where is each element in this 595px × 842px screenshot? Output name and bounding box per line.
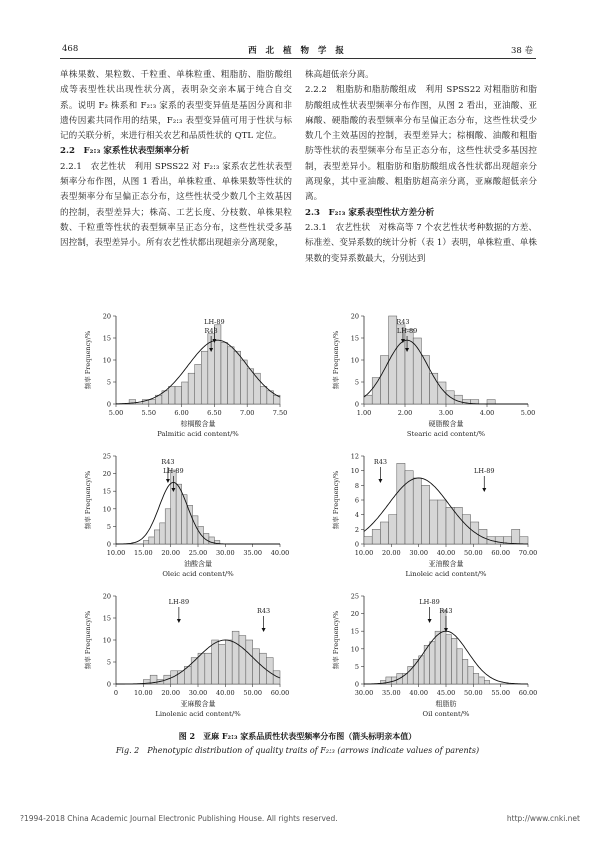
y-axis-title: 频率 Frequency/% xyxy=(332,470,340,530)
x-tick-label: 45.00 xyxy=(436,689,456,697)
parent-label: LH-89 xyxy=(474,467,495,475)
y-axis-title: 频率 Frequency/% xyxy=(332,330,340,390)
left-column xyxy=(60,68,292,252)
y-tick-label: 5 xyxy=(354,378,359,387)
histogram-bar xyxy=(397,463,405,544)
y-tick-label: 20 xyxy=(102,312,111,321)
y-tick-label: 20 xyxy=(102,470,111,479)
y-tick-label: 10 xyxy=(350,467,359,476)
y-tick-label: 15 xyxy=(102,334,111,343)
body-paragraph: 2.3.1 农艺性状 对株高等 7 个农艺性状考种数据的方差、标准差、变异系数的统计分析（表 1）表明，单株粒重、单株果数的变异系数最大，分别达到 xyxy=(305,222,537,264)
histogram-bar xyxy=(225,640,232,684)
parent-label: R43 xyxy=(439,607,453,615)
histogram-bar xyxy=(221,342,228,404)
histogram-bar xyxy=(165,509,170,544)
histogram-bar xyxy=(187,505,192,544)
y-tick-label: 10 xyxy=(350,356,359,365)
histogram-bar xyxy=(188,373,195,404)
histogram-bar xyxy=(168,386,175,404)
y-tick-label: 15 xyxy=(102,487,111,496)
histogram-bar xyxy=(260,386,267,404)
volume-label: 38 卷 xyxy=(510,46,533,56)
right-column xyxy=(305,68,537,267)
y-axis-title: 频率 Frequency/% xyxy=(84,330,92,390)
y-tick-label: 15 xyxy=(102,614,111,623)
x-tick-label: 30.00 xyxy=(216,549,235,557)
histogram-bar xyxy=(446,635,451,684)
histogram-bar xyxy=(487,400,495,404)
histogram-bar xyxy=(419,656,424,684)
x-tick-label: 1.00 xyxy=(356,409,372,417)
x-tick-label: 10.00 xyxy=(106,549,126,557)
x-axis-title-zh: 棕榈酸含量 xyxy=(180,420,216,428)
histogram-panel xyxy=(60,588,290,718)
x-axis-title-zh: 亚麻酸含量 xyxy=(180,700,216,708)
histogram-bar xyxy=(397,325,405,404)
x-tick-label: 30.00 xyxy=(409,549,428,557)
y-tick-label: 20 xyxy=(102,592,111,601)
histogram-bar xyxy=(438,500,446,544)
histogram-bar xyxy=(178,671,185,684)
x-tick-label: 60.00 xyxy=(270,689,290,697)
section-heading: 2.2 F₂:₃ 家系性状表型频率分析 xyxy=(60,146,190,157)
parent-label: LH-89 xyxy=(396,327,418,335)
y-tick-label: 10 xyxy=(102,505,111,514)
x-tick-label: 50.00 xyxy=(243,689,262,697)
histogram-bar xyxy=(175,386,182,404)
y-tick-label: 0 xyxy=(106,680,111,689)
body-paragraph: 单株果数、果粒数、千粒重、单株粒重、粗脂肪、脂肪酸组成等表型性状出现性状分离，表明杂交亲本属于纯合自交系。说明 F₂ 株系和 F₂:₃ 家系的表型变异值是基因分离和非遗传因素共同作用的结果，F₂:₃ 表型变异值可用于性状与标记的关联分析，来进行相关农艺和品质性状的 QTL 定位。 xyxy=(60,70,292,142)
histogram-bar xyxy=(212,640,219,684)
y-tick-label: 25 xyxy=(350,592,359,601)
histogram-bar xyxy=(372,378,380,404)
histogram-bar xyxy=(468,666,473,684)
x-tick-label: 40.00 xyxy=(436,549,456,557)
y-tick-label: 12 xyxy=(350,452,359,461)
body-paragraph: 2.2.1 农艺性状 利用 SPSS22 对 F₂:₃ 家系农艺性状表型频率分布作图，从图 1 看出，单株粒重、单株果数等性状的表型频率分布呈偏正态分布，这些性状受少数几个主效基因的控制，表型差异大；株高、工艺长度、分枝数、单株果粒数、千粒重等性状的表型频率呈正态分布，这些性状受多基因控制，表型差异小。所有农艺性状都出现超亲分离现象， xyxy=(60,161,292,249)
x-tick-label: 15.00 xyxy=(134,549,153,557)
histogram-bar xyxy=(201,351,208,404)
histogram-bar xyxy=(191,658,198,684)
parent-label: R43 xyxy=(204,327,218,335)
parent-label: LH-89 xyxy=(204,318,225,326)
x-tick-label: 3.00 xyxy=(438,409,454,417)
x-tick-label: 40.00 xyxy=(270,549,290,557)
parent-label: R43 xyxy=(257,607,271,615)
footer-link[interactable]: http://www.cnki.net xyxy=(506,814,580,823)
y-tick-label: 8 xyxy=(354,481,359,490)
histogram-panel xyxy=(60,448,290,578)
histogram-bar xyxy=(182,382,189,404)
footer xyxy=(20,814,580,823)
histogram-bar xyxy=(149,400,156,404)
histogram-bar xyxy=(430,642,435,684)
y-tick-label: 15 xyxy=(350,334,359,343)
histogram-bar xyxy=(214,325,221,404)
x-tick-label: 35.00 xyxy=(382,689,401,697)
figure-caption-zh: 图 2 亚麻 F₂:₃ 家系品质性状表型频率分布图（箭头标明亲本值） xyxy=(178,731,417,741)
x-tick-label: 60.00 xyxy=(491,549,510,557)
parent-arrowhead xyxy=(482,488,486,492)
histogram-bar xyxy=(372,529,380,544)
x-tick-label: 5.50 xyxy=(141,409,157,417)
body-paragraph: 2.2.2 粗脂肪和脂肪酸组成 利用 SPSS22 对粗脂肪和脂肪酸组成性状表型频率分布作图，从图 2 看出，亚油酸、亚麻酸、硬脂酸的表型频率分布呈偏正态分布，这些性状受少数几个主效基因的控制，表型差异大；棕榈酸、油酸和粗脂肪等性状的表型频率分布呈正态分布，这些性状受多基因控制，表型差异小。粗脂肪和脂肪酸组成各性状都出现超亲分离现象，其中亚油酸、粗脂肪超高亲分离，亚麻酸超低亲分离。 xyxy=(305,85,537,203)
histogram-panel xyxy=(308,308,538,438)
histogram-bar xyxy=(205,653,212,684)
y-tick-label: 0 xyxy=(354,540,359,549)
histogram-bar xyxy=(228,347,235,404)
histogram-panel xyxy=(308,448,538,578)
histogram-bar xyxy=(389,515,397,544)
parent-arrowhead xyxy=(378,479,382,483)
histogram-bar xyxy=(198,526,203,544)
x-tick-label: 0 xyxy=(113,689,119,697)
histogram-bar xyxy=(154,530,159,544)
histogram-bar xyxy=(160,523,165,544)
histogram-bar xyxy=(484,680,489,684)
parent-arrowhead xyxy=(166,479,170,483)
x-tick-label: 4.00 xyxy=(479,409,495,417)
x-axis-title-zh: 亚油酸含量 xyxy=(428,560,464,568)
journal-title: 西 北 植 物 学 报 xyxy=(248,46,347,56)
x-axis-title-zh: 油酸含量 xyxy=(184,560,212,568)
parent-label: R43 xyxy=(161,458,175,466)
x-axis-title-en: Oleic acid content/% xyxy=(162,570,234,578)
parent-label: LH-89 xyxy=(163,467,184,475)
y-tick-label: 5 xyxy=(354,662,359,671)
y-tick-label: 0 xyxy=(106,540,111,549)
histogram-bar xyxy=(408,666,413,684)
x-tick-label: 6.00 xyxy=(174,409,189,417)
figure-2-histograms xyxy=(60,308,536,718)
parent-arrowhead xyxy=(262,628,266,632)
histogram-bar xyxy=(430,500,438,544)
histogram-bar xyxy=(462,659,467,684)
x-tick-label: 10.00 xyxy=(134,689,153,697)
histogram-bar xyxy=(232,631,239,684)
histogram-bar xyxy=(421,356,429,404)
histogram-bar xyxy=(176,484,181,544)
parent-arrowhead xyxy=(428,619,432,623)
parent-label: R43 xyxy=(396,318,410,326)
y-tick-label: 25 xyxy=(102,452,111,461)
histogram-bar xyxy=(430,373,438,404)
histogram-bar xyxy=(247,369,254,404)
histogram-bar xyxy=(421,485,429,544)
histogram-bar xyxy=(246,640,253,684)
y-tick-label: 0 xyxy=(354,680,359,689)
parent-label: LH-89 xyxy=(168,598,190,606)
histogram-bar xyxy=(380,522,388,544)
x-tick-label: 10.00 xyxy=(354,549,374,557)
x-tick-label: 2.00 xyxy=(397,409,413,417)
y-tick-label: 4 xyxy=(354,511,359,520)
x-axis-title-zh: 硬脂酸含量 xyxy=(428,420,464,428)
y-tick-label: 10 xyxy=(350,645,359,654)
x-tick-label: 30.00 xyxy=(354,689,374,697)
x-tick-label: 55.00 xyxy=(491,689,510,697)
y-tick-label: 6 xyxy=(354,496,359,505)
x-tick-label: 40.00 xyxy=(409,689,428,697)
x-tick-label: 20.00 xyxy=(161,549,180,557)
histogram-bar xyxy=(462,515,470,544)
y-tick-label: 10 xyxy=(102,356,111,365)
x-tick-label: 7.00 xyxy=(239,409,255,417)
y-tick-label: 0 xyxy=(106,400,111,409)
x-axis-title-en: Stearic acid content/% xyxy=(406,430,486,438)
histogram-panel xyxy=(60,308,290,438)
parent-arrowhead xyxy=(177,619,181,623)
x-tick-label: 35.00 xyxy=(243,549,262,557)
y-axis-title: 频率 Frequency/% xyxy=(332,610,340,670)
y-axis-title: 频率 Frequency/% xyxy=(84,610,92,670)
histogram-bar xyxy=(512,529,520,544)
x-tick-label: 50.00 xyxy=(464,689,483,697)
histogram-panel xyxy=(308,588,538,718)
histogram-bar xyxy=(219,644,226,684)
histogram-bar xyxy=(198,653,205,684)
histogram-bar xyxy=(451,638,456,684)
x-tick-label: 50.00 xyxy=(464,549,483,557)
histogram-bar xyxy=(479,677,484,684)
body-paragraph: 株高超低亲分离。 xyxy=(305,70,374,80)
histogram-bar xyxy=(143,540,148,544)
x-tick-label: 7.50 xyxy=(272,409,288,417)
histogram-bar xyxy=(520,537,528,544)
histogram-bar xyxy=(239,636,246,684)
parent-label: LH-89 xyxy=(419,598,440,606)
histogram-bar xyxy=(473,673,478,684)
y-tick-label: 5 xyxy=(106,658,111,667)
x-axis-title-zh: 粗脂肪 xyxy=(435,700,457,708)
figure-caption-en: Fig. 2 Phenotypic distribution of quality traits of F₂:₃ (arrows indicate values of parents) xyxy=(115,746,480,755)
x-tick-label: 20.00 xyxy=(382,549,401,557)
x-tick-label: 25.00 xyxy=(188,549,208,557)
y-axis-title: 频率 Frequency/% xyxy=(84,470,92,530)
y-tick-label: 20 xyxy=(350,610,359,619)
x-tick-label: 30.00 xyxy=(188,689,208,697)
histogram-bar xyxy=(149,537,154,544)
x-tick-label: 70.00 xyxy=(518,549,538,557)
x-tick-label: 60.00 xyxy=(518,689,538,697)
x-tick-label: 20.00 xyxy=(161,689,180,697)
header-rule xyxy=(60,58,536,59)
histogram-bar xyxy=(253,649,260,684)
x-tick-label: 40.00 xyxy=(216,689,235,697)
parent-label: R43 xyxy=(373,458,387,466)
histogram-bar xyxy=(457,649,462,684)
histogram-bar xyxy=(364,537,372,544)
histogram-bar xyxy=(446,507,454,544)
y-tick-label: 10 xyxy=(102,636,111,645)
y-tick-label: 5 xyxy=(106,522,111,531)
x-tick-label: 5.00 xyxy=(108,409,124,417)
histogram-bar xyxy=(413,478,421,544)
y-tick-label: 20 xyxy=(350,312,359,321)
y-tick-label: 5 xyxy=(106,378,111,387)
histogram-bar xyxy=(479,529,487,544)
histogram-bar xyxy=(435,631,440,684)
copyright-text: ?1994-2018 China Academic Journal Electronic Publishing House. All rights reserved. xyxy=(20,814,338,823)
x-axis-title-en: Oil content/% xyxy=(422,710,470,718)
x-axis-title-en: Linolenic acid content/% xyxy=(155,710,241,718)
x-tick-label: 6.50 xyxy=(207,409,222,417)
section-heading: 2.3 F₂:₃ 家系表型性状方差分析 xyxy=(305,207,435,218)
x-axis-title-en: Linoleic acid content/% xyxy=(405,570,487,578)
histogram-bar xyxy=(195,364,202,404)
y-tick-label: 2 xyxy=(354,525,359,534)
page-number: 468 xyxy=(62,44,79,54)
x-tick-label: 5.00 xyxy=(520,409,536,417)
histogram-bar xyxy=(234,351,241,404)
y-tick-label: 15 xyxy=(350,627,359,636)
histogram-bar xyxy=(471,522,479,544)
x-axis-title-en: Palmitic acid content/% xyxy=(157,430,239,438)
histogram-bar xyxy=(441,610,446,684)
y-tick-label: 0 xyxy=(354,400,359,409)
histogram-bar xyxy=(241,360,248,404)
